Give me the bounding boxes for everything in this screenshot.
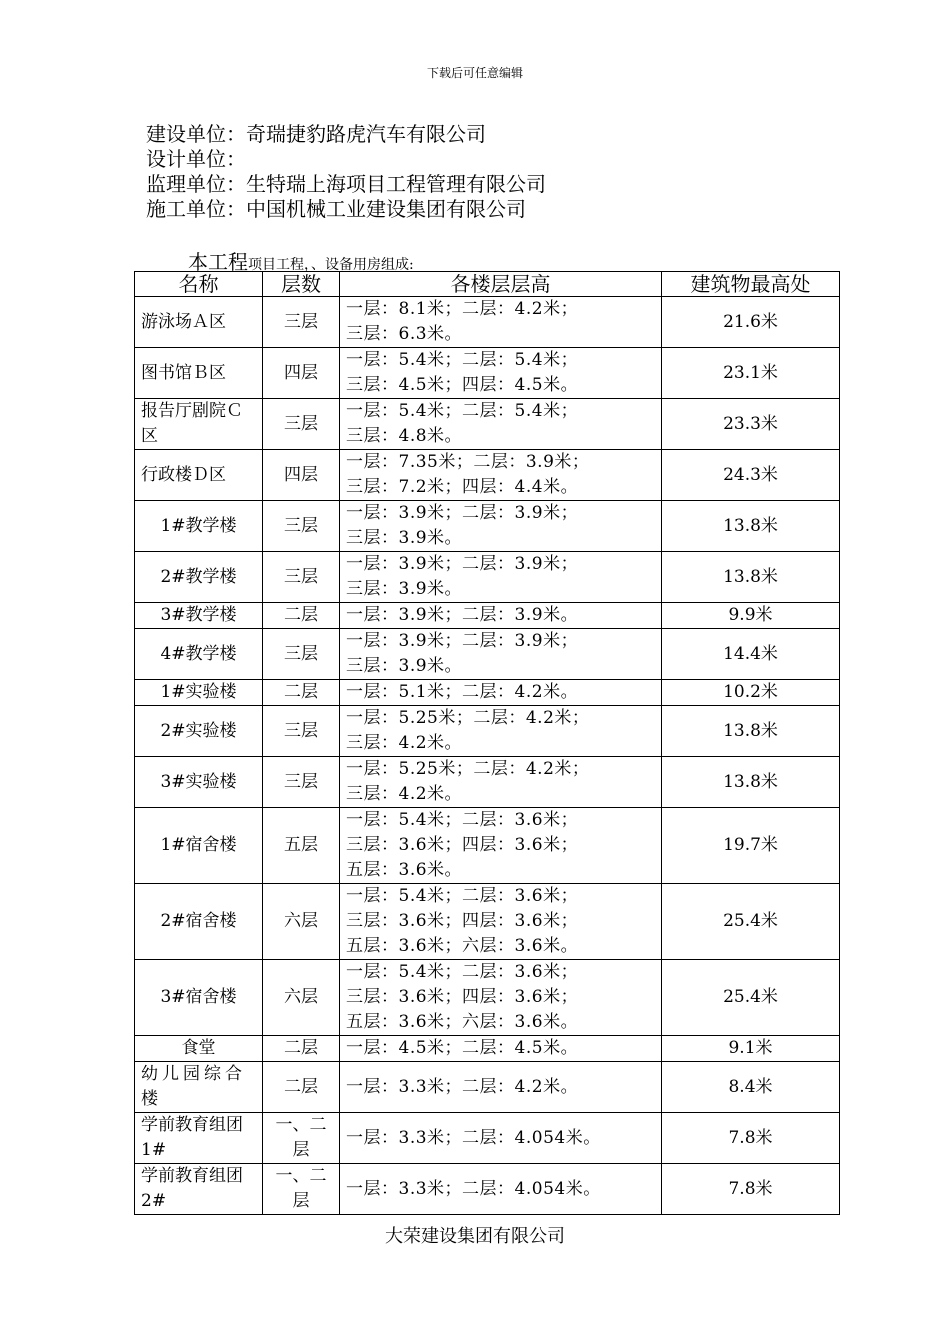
cell-max: 23.3米 <box>662 399 840 450</box>
cell-heights: 一层：5.25米；二层：4.2米； 三层：4.2米。 <box>340 706 662 757</box>
cell-name: 2#教学楼 <box>135 552 263 603</box>
table-header-row <box>135 272 840 297</box>
cell-floors: 二层 <box>263 680 340 706</box>
cell-max: 13.8米 <box>662 501 840 552</box>
cell-heights: 一层：7.35米；二层：3.9米； 三层：7.2米；四层：4.4米。 <box>340 450 662 501</box>
intro-big: 本工程 <box>188 250 248 274</box>
table-row <box>135 808 840 884</box>
table-row <box>135 501 840 552</box>
cell-name: 4#教学楼 <box>135 629 263 680</box>
table-row <box>135 757 840 808</box>
cell-heights: 一层：3.9米；二层：3.9米； 三层：3.9米。 <box>340 629 662 680</box>
cell-heights: 一层：3.3米；二层：4.054米。 <box>340 1164 662 1215</box>
cell-max: 7.8米 <box>662 1164 840 1215</box>
table-row <box>135 1036 840 1062</box>
cell-floors: 三层 <box>263 501 340 552</box>
cell-name: 1#实验楼 <box>135 680 263 706</box>
cell-floors: 三层 <box>263 297 340 348</box>
table-row <box>135 680 840 706</box>
cell-max: 19.7米 <box>662 808 840 884</box>
cell-floors: 六层 <box>263 960 340 1036</box>
cell-max: 14.4米 <box>662 629 840 680</box>
cell-name: 3#实验楼 <box>135 757 263 808</box>
table-row <box>135 1062 840 1113</box>
cell-max: 7.8米 <box>662 1113 840 1164</box>
cell-floors: 一、二层 <box>263 1164 340 1215</box>
cell-max: 9.9米 <box>662 603 840 629</box>
cell-max: 9.1米 <box>662 1036 840 1062</box>
table-row <box>135 399 840 450</box>
table-row <box>135 552 840 603</box>
cell-floors: 二层 <box>263 1036 340 1062</box>
cell-name: 报告厅剧院Ｃ区 <box>135 399 263 450</box>
table-row <box>135 960 840 1036</box>
cell-name: 学前教育组团1# <box>135 1113 263 1164</box>
header-floors: 层数 <box>263 272 340 297</box>
cell-floors: 六层 <box>263 884 340 960</box>
footer-company: 大荣建设集团有限公司 <box>385 1226 565 1247</box>
cell-max: 21.6米 <box>662 297 840 348</box>
table-row <box>135 1113 840 1164</box>
info-design-unit: 设计单位： <box>146 147 246 171</box>
intro-small: 项目工程，、设备用房组成: <box>248 257 414 273</box>
cell-name: 学前教育组团2# <box>135 1164 263 1215</box>
cell-max: 13.8米 <box>662 552 840 603</box>
cell-floors: 四层 <box>263 450 340 501</box>
cell-heights: 一层：5.1米；二层：4.2米。 <box>340 680 662 706</box>
table-row <box>135 706 840 757</box>
cell-floors: 五层 <box>263 808 340 884</box>
cell-floors: 三层 <box>263 757 340 808</box>
table-row <box>135 629 840 680</box>
cell-floors: 三层 <box>263 399 340 450</box>
table-row <box>135 1164 840 1215</box>
cell-name: 行政楼Ｄ区 <box>135 450 263 501</box>
cell-max: 10.2米 <box>662 680 840 706</box>
cell-floors: 四层 <box>263 348 340 399</box>
cell-max: 24.3米 <box>662 450 840 501</box>
header-name: 名称 <box>135 272 263 297</box>
cell-floors: 三层 <box>263 629 340 680</box>
cell-heights: 一层：5.4米；二层：5.4米； 三层：4.5米；四层：4.5米。 <box>340 348 662 399</box>
cell-name: 3#教学楼 <box>135 603 263 629</box>
header-note: 下载后可任意编辑 <box>426 66 523 80</box>
cell-max: 25.4米 <box>662 960 840 1036</box>
info-construction-unit: 建设单位：奇瑞捷豹路虎汽车有限公司 <box>146 122 486 146</box>
cell-floors: 三层 <box>263 552 340 603</box>
cell-heights: 一层：4.5米；二层：4.5米。 <box>340 1036 662 1062</box>
cell-name: 2#实验楼 <box>135 706 263 757</box>
cell-max: 23.1米 <box>662 348 840 399</box>
header-floor-heights: 各楼层层高 <box>340 272 662 297</box>
cell-heights: 一层：3.9米；二层：3.9米； 三层：3.9米。 <box>340 501 662 552</box>
cell-name: 游泳场Ａ区 <box>135 297 263 348</box>
cell-heights: 一层：8.1米；二层：4.2米； 三层：6.3米。 <box>340 297 662 348</box>
cell-heights: 一层：5.4米；二层：3.6米； 三层：3.6米；四层：3.6米； 五层：3.6米；六层：3.6米。 <box>340 884 662 960</box>
cell-heights: 一层：5.4米；二层：3.6米； 三层：3.6米；四层：3.6米； 五层：3.6米。 <box>340 808 662 884</box>
cell-name: 1#宿舍楼 <box>135 808 263 884</box>
info-contractor-unit: 施工单位：中国机械工业建设集团有限公司 <box>146 197 526 221</box>
table-row <box>135 450 840 501</box>
cell-heights: 一层：3.3米；二层：4.054米。 <box>340 1113 662 1164</box>
cell-heights: 一层：3.9米；二层：3.9米。 <box>340 603 662 629</box>
cell-name: 图书馆Ｂ区 <box>135 348 263 399</box>
cell-heights: 一层：5.25米；二层：4.2米； 三层：4.2米。 <box>340 757 662 808</box>
cell-name: 2#宿舍楼 <box>135 884 263 960</box>
cell-floors: 一、二层 <box>263 1113 340 1164</box>
cell-floors: 三层 <box>263 706 340 757</box>
cell-name: 幼儿园综合楼 <box>135 1062 263 1113</box>
cell-name: 食堂 <box>135 1036 263 1062</box>
cell-heights: 一层：5.4米；二层：3.6米； 三层：3.6米；四层：3.6米； 五层：3.6米；六层：3.6米。 <box>340 960 662 1036</box>
cell-max: 13.8米 <box>662 706 840 757</box>
cell-heights: 一层：3.3米；二层：4.2米。 <box>340 1062 662 1113</box>
header-max-height: 建筑物最高处 <box>662 272 840 297</box>
cell-max: 13.8米 <box>662 757 840 808</box>
cell-heights: 一层：3.9米；二层：3.9米； 三层：3.9米。 <box>340 552 662 603</box>
cell-max: 8.4米 <box>662 1062 840 1113</box>
table-row <box>135 603 840 629</box>
cell-max: 25.4米 <box>662 884 840 960</box>
info-supervision-unit: 监理单位：生特瑞上海项目工程管理有限公司 <box>146 172 546 196</box>
cell-name: 1#教学楼 <box>135 501 263 552</box>
cell-floors: 二层 <box>263 1062 340 1113</box>
building-table <box>134 271 840 1215</box>
cell-floors: 二层 <box>263 603 340 629</box>
cell-heights: 一层：5.4米；二层：5.4米； 三层：4.8米。 <box>340 399 662 450</box>
cell-name: 3#宿舍楼 <box>135 960 263 1036</box>
table-row <box>135 348 840 399</box>
table-row <box>135 297 840 348</box>
table-row <box>135 884 840 960</box>
